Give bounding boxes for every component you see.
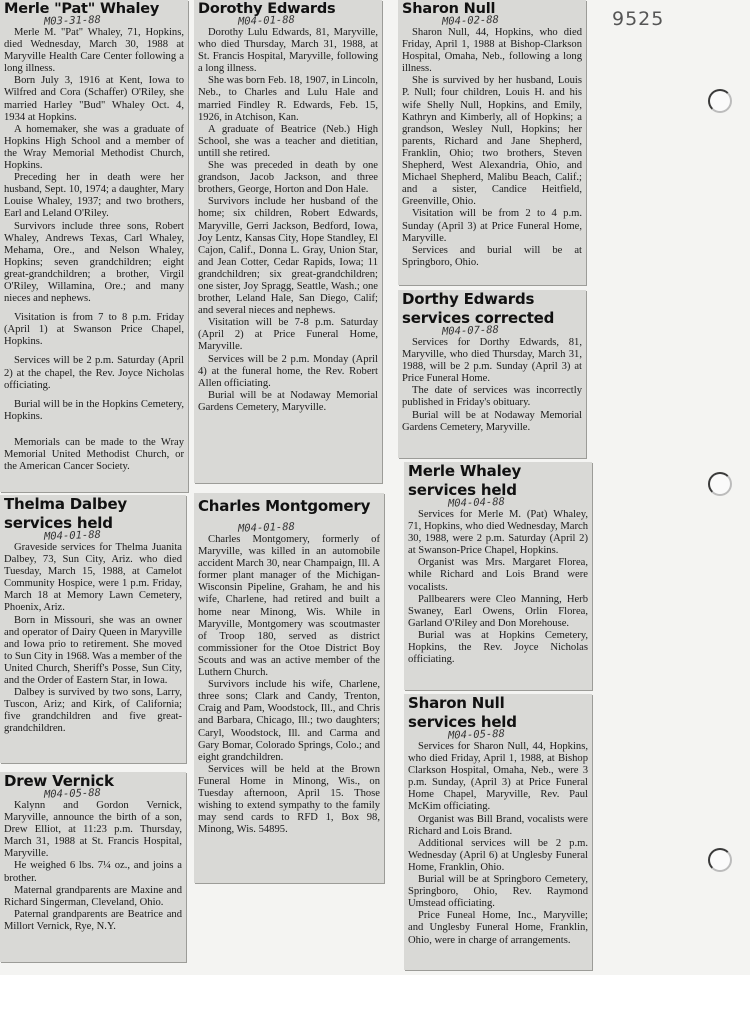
paragraph: Organist was Bill Brand, vocalists were Richard and Lois Brand. (408, 813, 588, 837)
paragraph: Visitation is from 7 to 8 p.m. Friday (April 1) at Swanson Price Chapel, Hopkins. (4, 312, 184, 348)
paragraph: She was preceded in death by one grandson, Jacob Jackson, and three brothers, George, Horton and Don Hale. (198, 160, 378, 196)
headline: Thelma Dalbey (4, 495, 128, 513)
paragraph: He weighed 6 lbs. 7¼ oz., and joins a brother. (4, 860, 182, 884)
punch-hole (708, 472, 732, 496)
paragraph: She is survived by her husband, Louis P. Null; four children, Louis H. and his wife Shelly Null, Hopkins, and Emily, Kathryn and Kimberly, all of Hopkins; a grandson, Wesley Null, Hopkins; her parents, Richard and Jane Shepherd, Franklin, Ohio; two brothers, Steven Shepherd, West Alexandria, Ohio, and Michael Shepherd, Malibu Beach, Calif.; and a sister, Candice Heitfield, Greenville, Ohio. (402, 75, 582, 208)
paragraph: Price Funeal Home, Inc., Maryville; and Unglesby Funeral Home, Franklin, Ohio, were in charge of arrangements. (408, 910, 588, 946)
paragraph: Burial will be at Nodaway Memorial Gardens Cemetery, Maryville. (198, 389, 378, 413)
paragraph: Services for Merle M. (Pat) Whaley, 71, Hopkins, who died Wednesday, March 30, 1988, were 2 p.m. Saturday (April 2) at Swanson-Price Chapel, Hopkins. (408, 509, 588, 557)
paragraph: Visitation will be 7-8 p.m. Saturday (April 2) at Price Funeral Home, Maryville. (198, 317, 378, 353)
paragraph: Sharon Null, 44, Hopkins, who died Friday, April 1, 1988 at Bishop-Clarkson Hospital, Omaha, Neb., following a long illness. (402, 27, 582, 75)
paragraph: Burial will be at Nodaway Memorial Gardens Cemetery, Maryville. (402, 409, 582, 433)
paragraph: She was born Feb. 18, 1907, in Lincoln, Neb., to Charles and Lulu Hale and married Findley R. Edwards, Feb. 15, 1926, in Atchison, Kan. (198, 75, 378, 123)
paragraph: Additional services will be 2 p.m. Wednesday (April 6) at Unglesby Funeral Home, Franklin, Ohio. (408, 837, 588, 873)
paragraph: Graveside services for Thelma Juanita Dalbey, 73, Sun City, Ariz. who died Tuesday, March 15, 1988, at Camelot Community Hospice, were 1 p.m. Friday, March 18 at Memory Lawn Cemetery, Phoenix, Ariz. (4, 542, 182, 614)
date-stamp: M03-31-88 (43, 13, 102, 28)
date-stamp: M04-04-88 (447, 495, 506, 510)
paragraph: Born July 3, 1916 at Kent, Iowa to Wilfred and Cora (Schaffer) O'Riley, she married Harley "Bud" Whaley Oct. 4, 1934 at Hopkins. (4, 75, 184, 123)
paragraph: A homemaker, she was a graduate of Hopkins High School and a member of the Wray Memorial Methodist Church, Hopkins. (4, 123, 184, 172)
paragraph: Merle M. "Pat" Whaley, 71, Hopkins, died Wednesday, March 30, 1988 at Maryville Health Care Center following a long illness. (4, 27, 184, 75)
subheadline: services corrected (402, 309, 555, 327)
file-number: 9525 (612, 8, 665, 30)
paragraph: Services will be 2 p.m. Saturday (April 2) at the chapel, the Rev. Joyce Nicholas officiating. (4, 355, 184, 391)
subheadline: services held (408, 481, 517, 499)
paragraph: Paternal grandparents are Beatrice and Millort Vernick, Rye, N.Y. (4, 908, 182, 932)
paragraph: A graduate of Beatrice (Neb.) High School, she was a teacher and dietitian, untill she retired. (198, 123, 378, 159)
date-stamp: M04-01-88 (43, 528, 102, 543)
paragraph: Services will be 2 p.m. Monday (April 4) at the funeral home, the Rev. Robert Allen officiating. (198, 353, 378, 389)
paragraph: Survivors include his wife, Charlene, three sons; Clark and Candy, Trenton, Craig and Pam, Woodstock, Ill., and Chris and Barbara, Chicago, Ill.; two daughters; Caryl, Woodstock, Ill. and Carma and Gary Bomar, Colorado Springs, Colo.; and eight grandchildren. (198, 679, 380, 763)
paragraph: Services for Sharon Null, 44, Hopkins, who died Friday, April 1, 1988, at Bishop Clarkson Hospital, Omaha, Neb., were 3 p.m. Sunday, (April 3) at Price Funeral Home Chapel, Maryville, Rev. Paul McKim officiating. (408, 741, 588, 813)
paragraph: Survivors include three sons, Robert Whaley, Andrews Texas, Carl Whaley, Mehama, Ore., and Nelson Whaley, Hopkins; seven grandchildren; eight great-grandchildren; a brother, Virgil O'Riley, Willamina, Ore.; and many nieces and nephews. (4, 220, 184, 305)
punch-hole (708, 848, 732, 872)
paragraph: Kalynn and Gordon Vernick, Maryville, announce the birth of a son, Drew Elliot, at 11:23 p.m. Thursday, March 31, 1988 at St. Francis Hospital, Maryville. (4, 800, 182, 860)
clipping-charles-montgomery (194, 493, 384, 883)
paragraph: Services and burial will be at Springboro, Ohio. (402, 244, 582, 268)
date-stamp: M04-01-88 (237, 13, 296, 28)
paragraph: Burial was at Hopkins Cemetery, Hopkins, the Rev. Joyce Nicholas officiating. (408, 629, 588, 666)
headline: Merle Whaley (408, 462, 522, 480)
punch-hole (708, 89, 732, 113)
paragraph: Organist was Mrs. Margaret Florea, while Richard and Lois Brand were vocalists. (408, 557, 588, 593)
paragraph: Memorials can be made to the Wray Memorial United Methodist Church, or the American Cancer Society. (4, 436, 184, 473)
paragraph: Dorothy Lulu Edwards, 81, Maryville, who died Thursday, March 31, 1988, at St. Francis Hospital, Maryville, following a long illness. (198, 27, 378, 75)
date-stamp: M04-02-88 (441, 13, 500, 28)
date-stamp: M04-05-88 (43, 786, 102, 801)
clipping-dorthy-edwards-correction (398, 290, 586, 458)
paragraph: The date of services was incorrectly published in Friday's obituary. (402, 385, 582, 409)
paragraph: Services for Dorthy Edwards, 81, Maryville, who died Thursday, March 31, 1988, will be 2 p.m. Sunday (April 3) at Price Funeral Home. (402, 337, 582, 385)
headline: Dorothy Edwards (198, 1, 336, 17)
paragraph: Preceding her in death were her husband, Sept. 10, 1974; a daughter, Mary Louise Whaley, 1937; and two brothers, Earl and Leland O'Riley. (4, 172, 184, 220)
date-stamp: M04-07-88 (441, 323, 500, 338)
paragraph: Charles Montgomery, formerly of Maryville, was killed in an automobile accident March 30, near Champaign, Ill. A former plant manager of the Michigan-Wisconsin Pipeline, Graham, he and his wife, Charlene, had retired and built a home near Minong, Wis. While in Maryville, Montgomery was scoutmaster of Troop 180, served as district commissioner for the Otoe District Boy Scouts and was an active member of the Luthern Church. (198, 534, 380, 679)
headline: Charles Montgomery (198, 497, 371, 515)
headline: Merle "Pat" Whaley (4, 1, 160, 17)
paragraph: Survivors include her husband of the home; six children, Robert Edwards, Maryville, Gerri Jackson, Bedford, Iowa, Joy Lentz, Kansas City, Hope Standley, El Cajon, Calif., Donna L. Gray, Union Star, and Jean Cotter, Cedar Rapids, Iowa; 11 grandchildren; six great-grandchildren; one sister, Joy Spragg, Seattle, Wash.; one brother, Leland Hale, San Diego, Calif; and several nieces and nephews. (198, 196, 378, 317)
clipping-dorothy-edwards-obituary (194, 0, 382, 483)
paragraph: Services will be held at the Brown Funeral Home in Minong, Wis., on Tuesday afternoon, April 15. Those wishing to extend sympathy to the family may send cards to RFD 1, Box 98, Minong, Wis. 54895. (198, 763, 380, 836)
paragraph: Maternal grandparents are Maxine and Richard Singerman, Cleveland, Ohio. (4, 884, 182, 908)
subheadline: services held (408, 713, 517, 731)
clipping-sharon-null-obituary (398, 0, 586, 285)
paragraph: Pallbearers were Cleo Manning, Herb Swaney, Earl Owens, Orlin Florea, Garland O'Riley and Don Morehouse. (408, 593, 588, 629)
headline: Sharon Null (408, 694, 505, 712)
paragraph: Born in Missouri, she was an owner and operator of Dairy Queen in Maryville and Iowa prio to retirement. She moved to Sun City in 1968. Was a member of the United Church, Sheriff's Posse, Sun City, and the Order of Eastern Star, in Iowa. (4, 614, 182, 687)
date-stamp: M04-01-88 (237, 520, 296, 535)
clipping-merle-whaley-services (404, 462, 592, 690)
paragraph: Burial will be at Springboro Cemetery, Springboro, Ohio, Rev. Raymond Umstead officiating. (408, 874, 588, 910)
headline: Drew Vernick (4, 772, 114, 790)
date-stamp: M04-05-88 (447, 727, 506, 742)
paragraph: Dalbey is survived by two sons, Larry, Tuscon, Ariz; and Kirk, of California; five grandchildren and five great-grandchildren. (4, 687, 182, 735)
paragraph: Burial will be in the Hopkins Cemetery, Hopkins. (4, 398, 184, 422)
paragraph: Visitation will be from 2 to 4 p.m. Sunday (April 3) at Price Funeral Home, Maryville. (402, 208, 582, 244)
headline: Dorthy Edwards (402, 290, 535, 308)
subheadline: services held (4, 514, 113, 532)
clipping-thelma-dalbey (0, 495, 186, 763)
clipping-drew-vernick (0, 772, 186, 962)
clipping-merle-whaley-obituary (0, 0, 188, 492)
clipping-sharon-null-services (404, 694, 592, 970)
page-bottom-margin (0, 975, 750, 1033)
headline: Sharon Null (402, 1, 496, 17)
